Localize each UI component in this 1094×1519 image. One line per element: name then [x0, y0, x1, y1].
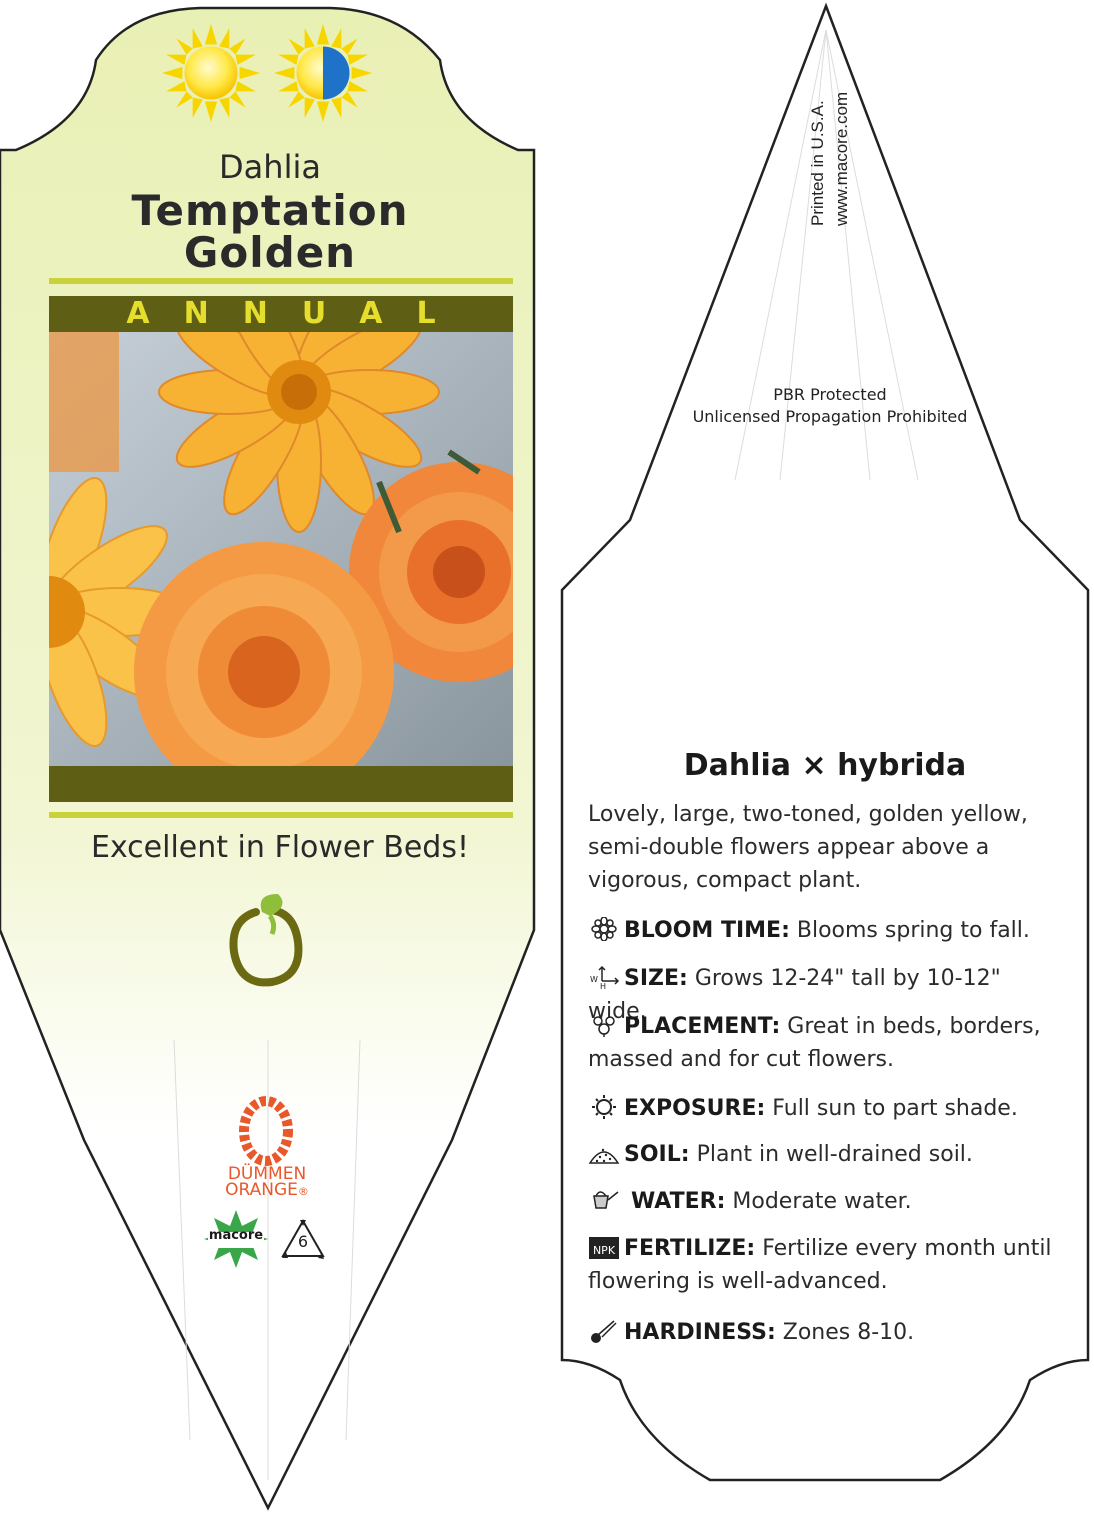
thermometer-icon — [588, 1319, 620, 1343]
pbr-line1: PBR Protected — [773, 385, 887, 404]
feature-label: EXPOSURE: — [624, 1096, 766, 1121]
dummen-orange-logo-icon — [234, 1096, 298, 1166]
watering-can-icon — [588, 1188, 620, 1212]
feature-text: Fertilize every month until flowering is well-advanced. — [588, 1236, 1052, 1294]
orange-line-wrap — [200, 1182, 334, 1200]
feature-label: BLOOM TIME: — [624, 918, 790, 943]
feature-label: WATER: — [631, 1189, 726, 1214]
feature-exposure — [588, 1092, 1058, 1125]
placement-icon — [588, 1013, 620, 1037]
feature-hardiness — [588, 1316, 1058, 1349]
npk-text: NPK — [592, 1244, 616, 1257]
feature-text: Moderate water. — [732, 1189, 912, 1214]
part-shade-icon — [272, 22, 374, 124]
plant-description: Lovely, large, two-toned, golden yellow, semi-double flowers appear above a vigorous, compact plant. — [588, 802, 1028, 893]
feature-soil — [588, 1138, 1058, 1171]
feature-text: Plant in well-drained soil. — [696, 1142, 973, 1167]
npk-icon — [588, 1235, 620, 1259]
species-name: Dahlia — [219, 148, 321, 186]
macore-wordmark: macore — [208, 1228, 264, 1243]
feature-label: SOIL: — [624, 1142, 690, 1167]
size-icon-w: W — [590, 975, 598, 984]
feature-text: Full sun to part shade. — [772, 1096, 1018, 1121]
dummen-line: DÜMMEN — [227, 1164, 307, 1184]
feature-label: FERTILIZE: — [624, 1236, 756, 1261]
category-label: ANNUAL — [126, 296, 470, 331]
feature-label: PLACEMENT: — [624, 1014, 781, 1039]
recycle-number: 6 — [297, 1232, 309, 1251]
website-label: www.macore.com — [832, 91, 851, 226]
size-icon-h: H — [600, 982, 607, 989]
printed-in-label: Printed in U.S.A. — [808, 100, 827, 226]
feature-placement — [588, 1010, 1058, 1076]
variety-name-line1: Temptation — [131, 186, 409, 235]
pbr-line2: Unlicensed Propagation Prohibited — [692, 407, 968, 426]
registered-mark: ® — [297, 1185, 309, 1198]
soil-icon — [588, 1141, 620, 1165]
flower-photo — [49, 332, 513, 766]
feature-text: Zones 8-10. — [782, 1320, 915, 1345]
tagline: Excellent in Flower Beds! — [90, 830, 469, 865]
scientific-name: Dahlia × hybrida — [683, 748, 967, 783]
feature-bloom-time — [588, 914, 1058, 947]
full-sun-icon — [160, 22, 262, 124]
dummen-orange-wordmark — [200, 1166, 334, 1200]
feature-label: SIZE: — [624, 966, 688, 991]
feature-label: HARDINESS: — [624, 1320, 776, 1345]
size-icon — [588, 965, 620, 989]
feature-water — [588, 1185, 1058, 1218]
feature-text: Blooms spring to fall. — [796, 918, 1030, 943]
brand-swirl-logo — [226, 890, 306, 990]
sun-outline-icon — [588, 1095, 620, 1119]
pbr-notice — [640, 384, 1020, 428]
feature-text: Great in beds, borders, massed and for cut flowers. — [588, 1014, 1041, 1072]
feature-text: Grows 12-24" tall by 10-12" wide. — [588, 966, 1001, 1024]
flower-icon — [588, 917, 620, 941]
orange-line: ORANGE — [225, 1180, 298, 1200]
feature-fertilize — [588, 1232, 1058, 1298]
variety-name-line2: Golden — [183, 228, 357, 277]
